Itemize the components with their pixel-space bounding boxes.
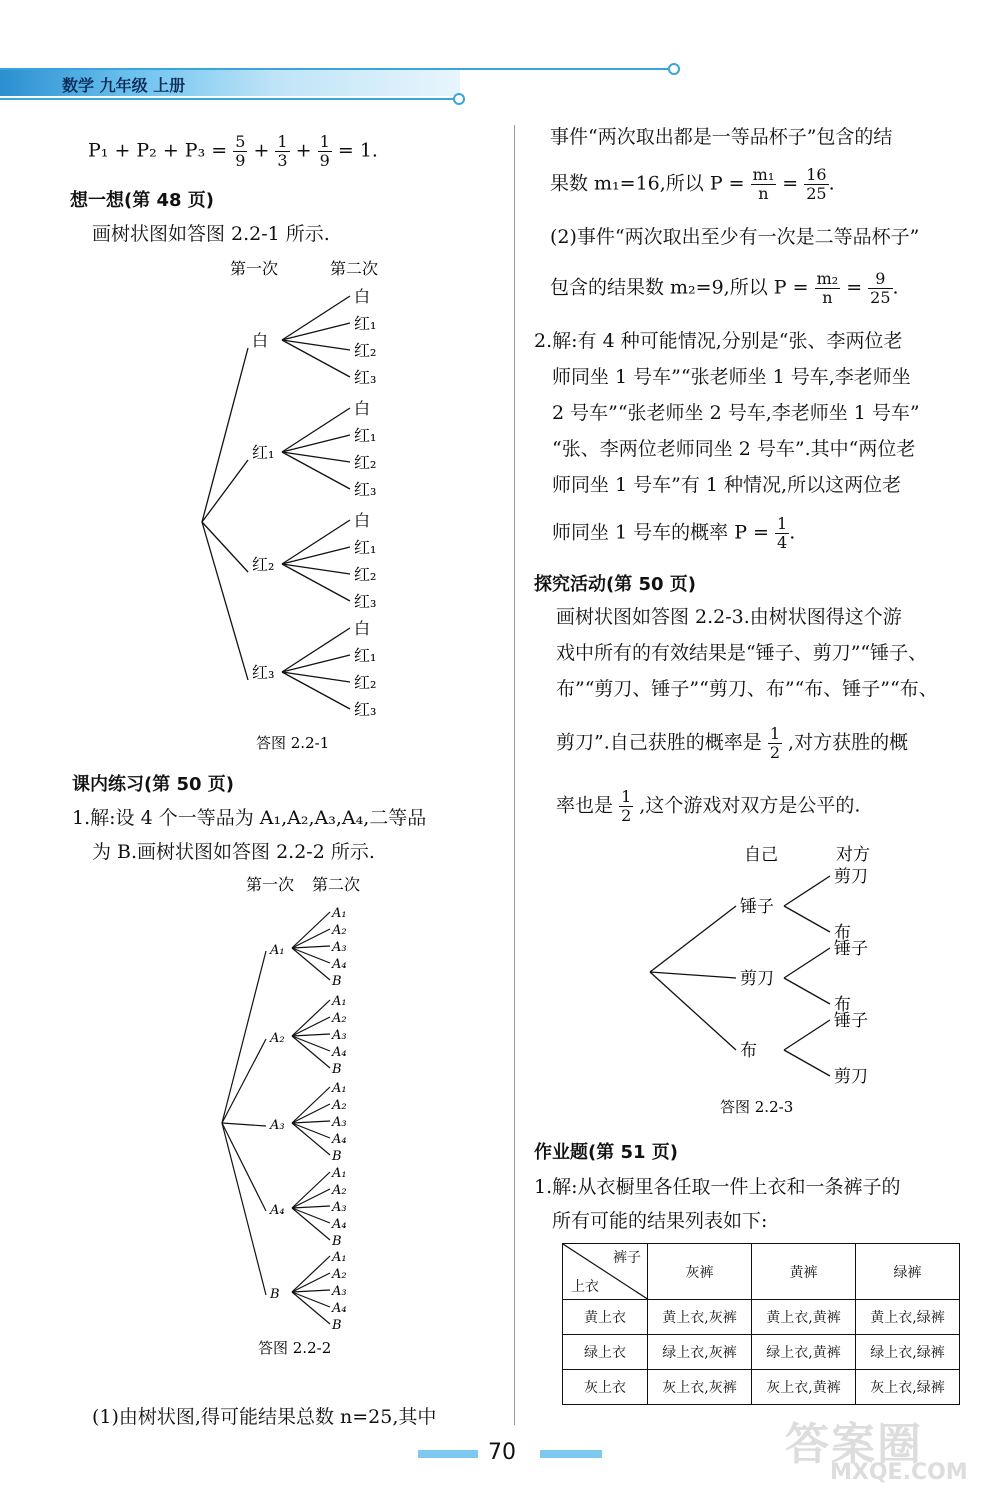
tree-leaf-label: A₂: [332, 1098, 347, 1113]
tree-node-label: 剪刀: [740, 969, 774, 989]
tree-leaf-label: 红₂: [354, 341, 377, 360]
tree-branch: [650, 906, 736, 972]
tree-branch: [784, 948, 830, 978]
section-heading: 作业题(第 51 页): [534, 1142, 679, 1163]
tree-branch: [222, 1123, 266, 1211]
tree-leaf-label: 红₂: [354, 453, 377, 472]
tree-column-label: 第二次: [330, 259, 379, 278]
section-heading: 想一想(第 48 页): [70, 190, 215, 211]
tree-branch: [292, 1036, 330, 1051]
paragraph: (2)事件“两次取出至少有一次是二等品杯子”: [550, 226, 920, 248]
fraction: $\frac{5}{9}$: [235, 132, 246, 170]
tree-leaf-label: A₄: [332, 957, 347, 972]
tree-leaf-label: 白: [354, 287, 371, 306]
tree-branch: [292, 1017, 330, 1036]
tree-leaf-label: 红₃: [354, 480, 377, 499]
tree-leaf-label: 红₂: [354, 565, 377, 584]
tree-leaf-label: A₁: [332, 1250, 347, 1265]
fraction: $\frac{1}{2}$: [769, 724, 780, 762]
paragraph: 1.解:从衣橱里各任取一件上衣和一条裤子的: [534, 1176, 901, 1198]
tree-leaf-label: 红₃: [354, 700, 377, 719]
header-bottom-rule: [0, 98, 455, 100]
tree-node-label: A₁: [270, 943, 285, 958]
paragraph: 2.解:有 4 种可能情况,分别是“张、李两位老: [534, 330, 903, 352]
watermark-logo: 答案圈: [785, 1419, 923, 1470]
table-row-header: 灰上衣: [563, 1370, 648, 1405]
tree-leaf-label: A₃: [332, 1115, 347, 1130]
tree-node-label: A₄: [270, 1203, 285, 1218]
tree-branch: [282, 628, 350, 672]
paragraph: 师同坐 1 号车”有 1 种情况,所以这两位老: [552, 474, 902, 496]
tree-leaf-label: 红₁: [354, 646, 377, 665]
tree-column-label: 第一次: [230, 259, 279, 278]
tree-branch: [282, 408, 350, 452]
tree-branch: [784, 978, 830, 1004]
tree-branch: [222, 1039, 266, 1123]
tree-leaf-label: A₁: [332, 1166, 347, 1181]
tree-node-label: 布: [740, 1041, 757, 1061]
tree-branch: [292, 1034, 330, 1036]
tree-node-label: A₃: [270, 1118, 285, 1133]
tree-leaf-label: A₄: [332, 1132, 347, 1147]
tree-column-label: 自己: [744, 845, 778, 865]
paragraph: 率也是 $\frac{1}{2}$ ,这个游戏对双方是公平的.: [556, 787, 861, 825]
header-title: 数学 九年级 上册: [62, 76, 186, 95]
tree-leaf-label: B: [332, 1149, 342, 1164]
tree-branch: [292, 1087, 330, 1123]
tree-branch: [282, 520, 350, 564]
table-cell: 绿上衣,灰裤: [648, 1335, 752, 1370]
tree-branch: [784, 876, 830, 906]
tree-branch: [292, 1208, 330, 1240]
figure-caption: 答图 2.2-3: [720, 1098, 794, 1116]
tree-leaf-label: 红₃: [354, 592, 377, 611]
paragraph: 布”“剪刀、锤子”“剪刀、布”“布、锤子”“布、: [556, 678, 938, 700]
tree-leaf-label: A₂: [332, 1267, 347, 1282]
tree-branch: [292, 1123, 330, 1138]
tree-leaf-label: 红₁: [354, 314, 377, 333]
tree-branch: [650, 972, 736, 1050]
header-dot-icon: [668, 63, 680, 75]
tree-leaf-label: A₃: [332, 940, 347, 955]
tree-branch: [784, 906, 830, 932]
tree-leaf-label: A₄: [332, 1217, 347, 1232]
tree-branch: [222, 1123, 266, 1126]
page-number: 70: [488, 1440, 516, 1465]
fraction: $\frac{\text{m₁}}{n}$: [752, 165, 775, 203]
fraction: $\frac{\text{m₂}}{n}$: [816, 269, 839, 307]
tree-branch: [292, 1206, 330, 1208]
tree-branch: [222, 1123, 266, 1295]
tree-branch: [292, 1172, 330, 1208]
table-header-cell: 灰裤: [648, 1244, 752, 1300]
tree-branch: [292, 929, 330, 948]
tree-node-label: 红₃: [252, 663, 275, 682]
tree-leaf-label: A₂: [332, 1183, 347, 1198]
tree-branch: [784, 1020, 830, 1050]
fraction: $\frac{9}{25}$: [870, 269, 891, 307]
paragraph: 为 B.画树状图如答图 2.2-2 所示.: [92, 841, 375, 863]
page-number-decoration: [418, 1450, 478, 1458]
tree-branch: [650, 972, 736, 978]
table-cell: 灰上衣,黄裤: [752, 1370, 856, 1405]
tree-branch: [292, 1290, 330, 1292]
tree-branch: [292, 1036, 330, 1068]
tree-column-label: 第一次: [246, 875, 295, 894]
tree-leaf-label: 红₂: [354, 673, 377, 692]
tree-branch: [282, 435, 350, 452]
tree-branch: [292, 1123, 330, 1155]
tree-branch: [282, 655, 350, 672]
tree-leaf-label: A₁: [332, 1081, 347, 1096]
outcome-table: [562, 1243, 960, 1405]
paragraph: 画树状图如答图 2.2-3.由树状图得这个游: [556, 606, 902, 628]
tree-leaf-label: 白: [354, 399, 371, 418]
tree-column-label: 对方: [836, 845, 870, 865]
tree-leaf-label: A₃: [332, 1200, 347, 1215]
tree-leaf-label: A₁: [332, 906, 347, 921]
tree-diagram-2-2-2: [210, 870, 410, 1375]
tree-leaf-label: B: [332, 974, 342, 989]
tree-node-label: 锤子: [740, 897, 774, 917]
probability-equation: 果数 m₁=16,所以 P = $\frac{\text{m₁}}{n}$ = $\frac{16}{25}$ .: [550, 165, 835, 203]
tree-branch: [292, 1189, 330, 1208]
tree-branch: [292, 1208, 330, 1223]
tree-leaf-label: A₂: [332, 923, 347, 938]
tree-branch: [292, 1000, 330, 1036]
tree-leaf-label: 白: [354, 619, 371, 638]
table-row-header: 黄上衣: [563, 1300, 648, 1335]
paragraph: (1)由树状图,得可能结果总数 n=25,其中: [92, 1406, 437, 1428]
tree-node-label: A₂: [270, 1031, 285, 1046]
tree-diagram-2-2-1: [190, 252, 410, 757]
tree-leaf-label: B: [332, 1062, 342, 1077]
tree-leaf-label: A₃: [332, 1284, 347, 1299]
table-corner-cell: 裤子 上衣: [563, 1244, 648, 1300]
page-number-decoration: [540, 1450, 602, 1458]
tree-leaf-label: 红₃: [354, 368, 377, 387]
paragraph: 戏中所有的有效结果是“锤子、剪刀”“锤子、: [556, 642, 928, 664]
fraction: $\frac{1}{2}$: [621, 787, 632, 825]
table-cell: 灰上衣,灰裤: [648, 1370, 752, 1405]
table-row: [563, 1335, 960, 1370]
paragraph: 剪刀”.自己获胜的概率是 $\frac{1}{2}$ ,对方获胜的概: [556, 724, 909, 762]
tree-branch: [292, 1273, 330, 1292]
paragraph: 师同坐 1 号车”“张老师坐 1 号车,李老师坐: [552, 366, 911, 388]
tree-leaf-label: 剪刀: [834, 1067, 868, 1087]
table-cell: 绿上衣,绿裤: [856, 1335, 960, 1370]
tree-branch: [784, 1050, 830, 1076]
figure-caption: 答图 2.2-1: [256, 734, 330, 752]
table-row: [563, 1300, 960, 1335]
tree-branch: [292, 948, 330, 980]
tree-leaf-label: 布: [834, 995, 851, 1015]
tree-leaf-label: A₄: [332, 1045, 347, 1060]
tree-leaf-label: 布: [834, 923, 851, 943]
section-heading: 课内练习(第 50 页): [72, 774, 235, 795]
tree-branch: [202, 348, 248, 522]
header-dot-icon: [453, 93, 465, 105]
tree-branch: [292, 946, 330, 948]
tree-node-label: 红₁: [252, 443, 275, 462]
tree-leaf-label: A₁: [332, 994, 347, 1009]
paragraph: 事件“两次取出都是一等品杯子”包含的结: [550, 126, 893, 148]
paragraph: 所有可能的结果列表如下:: [552, 1210, 768, 1232]
tree-branch: [292, 1292, 330, 1324]
tree-node-label: B: [270, 1287, 280, 1302]
tree-branch: [282, 547, 350, 564]
table-cell: 灰上衣,绿裤: [856, 1370, 960, 1405]
column-divider: [514, 125, 515, 1425]
tree-branch: [292, 1292, 330, 1307]
tree-leaf-label: 剪刀: [834, 867, 868, 887]
fraction: $\frac{16}{25}$: [806, 165, 827, 203]
fraction: $\frac{1}{3}$: [277, 132, 288, 170]
probability-equation: 师同坐 1 号车的概率 P = $\frac{1}{4}$ .: [552, 514, 796, 552]
table-row-header: 绿上衣: [563, 1335, 648, 1370]
tree-leaf-label: 白: [354, 511, 371, 530]
paragraph: 2 号车”“张老师坐 2 号车,李老师坐 1 号车”: [552, 402, 920, 424]
probability-equation: 包含的结果数 m₂=9,所以 P = $\frac{\text{m₂}}{n}$ = $\frac{9}{25}$ .: [550, 269, 899, 307]
tree-branch: [222, 951, 266, 1123]
tree-node-label: 红₂: [252, 555, 275, 574]
paragraph: 画树状图如答图 2.2-1 所示.: [92, 223, 330, 245]
tree-branch: [202, 460, 248, 522]
watermark-url: MXQE.COM: [830, 1460, 968, 1485]
tree-leaf-label: 锤子: [834, 939, 868, 959]
tree-leaf-label: B: [332, 1234, 342, 1249]
table-cell: 绿上衣,黄裤: [752, 1335, 856, 1370]
tree-diagram-2-2-3: [640, 840, 900, 1120]
table-cell: 黄上衣,黄裤: [752, 1300, 856, 1335]
tree-leaf-label: A₂: [332, 1011, 347, 1026]
tree-column-label: 第二次: [312, 875, 361, 894]
tree-branch: [292, 1256, 330, 1292]
tree-branch: [292, 948, 330, 963]
tree-leaf-label: 红₁: [354, 426, 377, 445]
tree-leaf-label: B: [332, 1318, 342, 1333]
fraction: $\frac{1}{9}$: [319, 132, 330, 170]
section-heading: 探究活动(第 50 页): [534, 574, 697, 595]
table-header-cell: 绿裤: [856, 1244, 960, 1300]
paragraph: “张、李两位老师同坐 2 号车”.其中“两位老: [552, 438, 916, 460]
fraction: $\frac{1}{4}$: [777, 514, 788, 552]
tree-leaf-label: A₄: [332, 1301, 347, 1316]
paragraph: 1.解:设 4 个一等品为 A₁,A₂,A₃,A₄,二等品: [72, 807, 427, 829]
tree-leaf-label: 锤子: [834, 1011, 868, 1031]
tree-leaf-label: A₃: [332, 1028, 347, 1043]
probability-sum-equation: P₁ + P₂ + P₃ = $\frac{5}{9}$ + $\frac{1}{3}$ + $\frac{1}{9}$ = 1.: [88, 132, 378, 170]
tree-branch: [292, 1121, 330, 1123]
tree-leaf-label: 红₁: [354, 538, 377, 557]
tree-branch: [282, 323, 350, 340]
tree-branch: [292, 1104, 330, 1123]
tree-branch: [202, 522, 248, 680]
table-cell: 黄上衣,灰裤: [648, 1300, 752, 1335]
table-cell: 黄上衣,绿裤: [856, 1300, 960, 1335]
table-header-cell: 黄裤: [752, 1244, 856, 1300]
figure-caption: 答图 2.2-2: [258, 1339, 332, 1357]
tree-branch: [282, 296, 350, 340]
tree-branch: [292, 912, 330, 948]
tree-node-label: 白: [252, 331, 269, 350]
table-row: [563, 1370, 960, 1405]
